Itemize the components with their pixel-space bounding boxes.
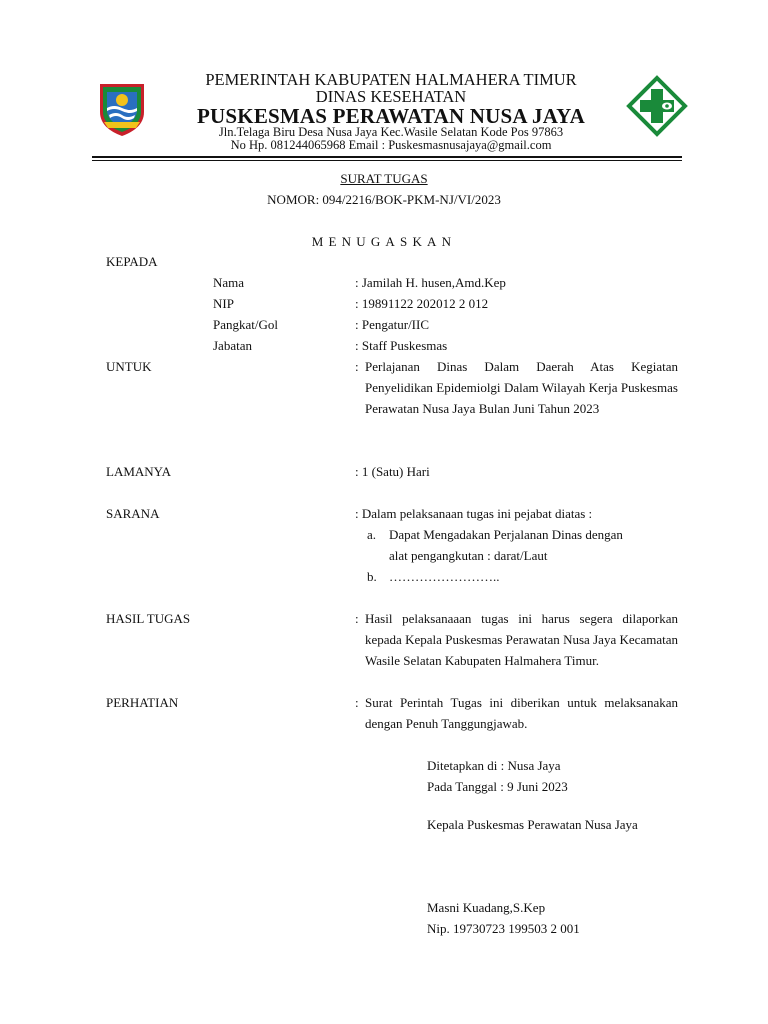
puskesmas-logo [626, 75, 688, 137]
signature-date: Pada Tanggal : 9 Juni 2023 [427, 779, 568, 794]
hasil-tugas-label: HASIL TUGAS [106, 611, 191, 626]
perhatian-text: Surat Perintah Tugas ini diberikan untuk melaksanakan dengan Penuh Tanggungjawab. [365, 695, 678, 731]
sarana-item-a-marker: a. [367, 527, 377, 542]
signatory-nip: Nip. 19730723 199503 2 001 [427, 921, 580, 936]
letter-title: SURAT TUGAS [340, 171, 428, 186]
regency-emblem-logo [92, 78, 152, 138]
signature-place: Ditetapkan di : Nusa Jaya [427, 758, 561, 773]
lamanya-value: : 1 (Satu) Hari [355, 464, 430, 479]
institution-address: Jln.Telaga Biru Desa Nusa Jaya Kec.Wasile Selatan Kode Pos 97863 [218, 125, 564, 139]
sarana-label: SARANA [106, 506, 160, 521]
field-value-pangkat: : Pengatur/IIC [355, 317, 430, 332]
letter-number: NOMOR: 094/2216/BOK-PKM-NJ/VI/2023 [267, 192, 501, 207]
signatory-name: Masni Kuadang,S.Kep [427, 900, 546, 915]
signature-position: Kepala Puskesmas Perawatan Nusa Jaya [427, 817, 638, 832]
department-name: DINAS KESEHATAN [315, 87, 467, 106]
sarana-item-a-line1: Dapat Mengadakan Perjalanan Dinas dengan [389, 527, 623, 542]
untuk-text: Perlajanan Dinas Dalam Daerah Atas Kegiatan Penyelidikan Epidemiolgi Dalam Wilayah Kerja Puskesmas Perawatan Nusa Jaya Bulan Juni Tahun 2023 [365, 359, 678, 416]
header-rule-thin [92, 160, 682, 161]
lamanya-label: LAMANYA [106, 464, 171, 479]
perhatian-label: PERHATIAN [106, 695, 179, 710]
untuk-colon: : [355, 359, 359, 374]
institution-name: PUSKESMAS PERAWATAN NUSA JAYA [197, 104, 585, 128]
header-rule-thick [92, 156, 682, 158]
field-label-nip: NIP [213, 296, 234, 311]
field-value-jabatan: : Staff Puskesmas [355, 338, 448, 353]
perhatian-colon: : [355, 695, 359, 710]
field-label-pangkat: Pangkat/Gol [213, 317, 278, 332]
hasil-tugas-text: Hasil pelaksanaaan tugas ini harus segera dilaporkan kepada Kepala Puskesmas Perawatan Nusa Jaya Kecamatan Wasile Selatan Kabupaten Halmahera Timur. [365, 611, 678, 668]
field-label-jabatan: Jabatan [213, 338, 252, 353]
sarana-intro: : Dalam pelaksanaan tugas ini pejabat diatas : [355, 506, 593, 521]
field-value-nama: : Jamilah H. husen,Amd.Kep [355, 275, 506, 290]
kepada-label: KEPADA [106, 254, 158, 269]
institution-contact: No Hp. 081244065968 Email : Puskesmasnusajaya@gmail.com [230, 138, 552, 152]
sarana-item-a-line2: alat pengangkutan : darat/Laut [389, 548, 548, 563]
untuk-label: UNTUK [106, 359, 152, 374]
field-label-nama: Nama [213, 275, 245, 290]
hasil-tugas-colon: : [355, 611, 359, 626]
government-name: PEMERINTAH KABUPATEN HALMAHERA TIMUR [205, 70, 577, 89]
sarana-item-b-marker: b. [367, 569, 377, 584]
field-value-nip: : 19891122 202012 2 012 [355, 296, 489, 311]
sarana-item-b-line1: …………………….. [389, 569, 500, 584]
mandate-heading: MENUGASKAN [311, 234, 457, 249]
